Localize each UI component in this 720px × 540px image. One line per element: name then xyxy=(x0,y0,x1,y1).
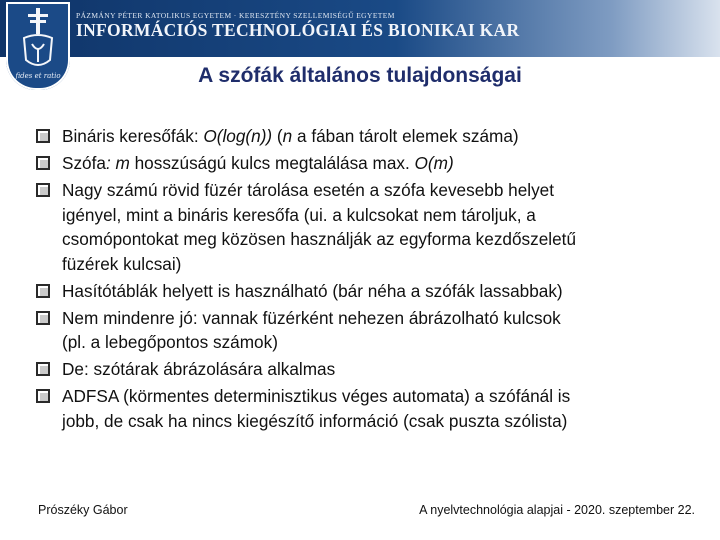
bullet-item: ADFSA (körmentes determinisztikus véges automata) a szófánál is jobb, de csak ha nincs kiegészítő információ (csak puszta szólista) xyxy=(36,384,686,433)
bullet-item: Nem mindenre jó: vannak füzérként nehezen ábrázolható kulcsok (pl. a lebegőpontos számok) xyxy=(36,306,686,355)
checkbox-bullet-icon xyxy=(36,129,50,143)
crest-motto: fides et ratio xyxy=(15,72,61,80)
bullet-item: Bináris keresőfák: O(log(n)) (n a fában tárolt elemek száma) xyxy=(36,124,686,149)
footer-course-date: A nyelvtechnológia alapjai - 2020. szeptember 22. xyxy=(419,503,695,517)
bullet-item: Nagy számú rövid füzér tárolása esetén a szófa kevesebb helyet igényel, mint a bináris keresőfa (ui. a kulcsokat nem tároljuk, a csomópontokat meg közösen használják az egyforma kezdőszeletű füzérek kulcsai) xyxy=(36,178,686,276)
checkbox-bullet-icon xyxy=(36,311,50,325)
slide-title: A szófák általános tulajdonságai xyxy=(198,64,522,87)
checkbox-bullet-icon xyxy=(36,183,50,197)
faculty-name: INFORMÁCIÓS TECHNOLÓGIAI ÉS BIONIKAI KAR xyxy=(76,20,520,40)
university-name: PÁZMÁNY PÉTER KATOLIKUS EGYETEM · KERESZTÉNY SZELLEMISÉGŰ EGYETEM xyxy=(76,11,395,20)
bullet-item: Hasítótáblák helyett is használható (bár néha a szófák lassabbak) xyxy=(36,279,686,304)
checkbox-bullet-icon xyxy=(36,284,50,298)
bullet-item: De: szótárak ábrázolására alkalmas xyxy=(36,357,686,382)
bullet-list xyxy=(36,124,686,436)
checkbox-bullet-icon xyxy=(36,389,50,403)
bullet-item: Szófa: m hosszúságú kulcs megtalálása max. O(m) xyxy=(36,151,686,176)
footer-author: Prószéky Gábor xyxy=(38,503,128,517)
header-band xyxy=(0,0,720,57)
checkbox-bullet-icon xyxy=(36,156,50,170)
checkbox-bullet-icon xyxy=(36,362,50,376)
